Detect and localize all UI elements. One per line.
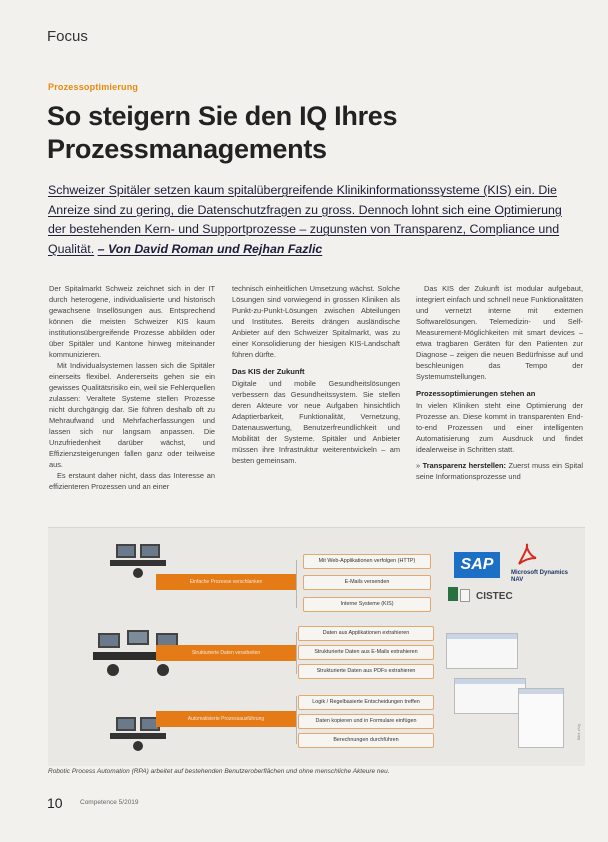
paragraph: Es erstaunt daher nicht, dass das Interesse an effizienteren Prozessen und an einer bbox=[49, 471, 215, 491]
bullet-paragraph: » Transparenz herstellen: Zuerst muss ein Spital seine Informationsprozesse und bbox=[416, 461, 583, 481]
bullet-text: Zuerst muss ein Spital seine Informationsprozesse und bbox=[416, 461, 583, 481]
task-box: E-Mails versenden bbox=[303, 575, 431, 590]
text-column-2 bbox=[232, 283, 400, 466]
article-headline: So steigern Sie den IQ Ihres Prozessmanagements bbox=[47, 101, 398, 164]
paragraph: technisch einheitlichen Umsetzung wächst. Solche Lösungen sind vorwiegend in grossen Kliniken als Punkt-zu-Punkt-Lösungen zwischen Abteilungen und Institutes. Bereits drängen ausländische Anbieter auf den Schweizer Spitalmarkt, was zu einer Konsolidierung der hiesigen KIS-Landschaft führen dürfte. bbox=[232, 284, 400, 359]
screenshot-thumbnail bbox=[446, 633, 518, 669]
task-box: Logik / Regelbasierte Entscheidungen treffen bbox=[298, 695, 434, 710]
sap-logo: SAP bbox=[454, 552, 500, 578]
screenshot-thumbnail bbox=[518, 688, 564, 748]
page-number: 10 bbox=[47, 795, 63, 811]
article-lead bbox=[48, 181, 583, 259]
task-box: Daten aus Applikationen extrahieren bbox=[298, 626, 434, 641]
text-column-3 bbox=[416, 283, 583, 482]
paragraph: Der Spitalmarkt Schweiz zeichnet sich in der IT durch heterogene, individualisierte und historisch gewachsene Insellösungen aus. Entsprechend können die meisten Schweizer KIS kaum institutionsübergreifende Prozesse abbilden oder über Spitäler und Kantone hinweg miteinander kommunizieren. bbox=[49, 284, 215, 359]
lead-text: Schweizer Spitäler setzen kaum spitalübergreifende Klinikinformationssysteme (KIS) ein. Die Anreize sind zu gering, die Datenschutzfragen zu gross. Dennoch lohnt sich eine Optimierung der bestehenden Kern- und Supportprozesse – zugunsten von Transparenz, Compliance und Qualität. bbox=[48, 183, 562, 256]
bullet-lead: Transparenz herstellen: bbox=[422, 461, 507, 470]
rpa-figure bbox=[48, 527, 585, 766]
process-bar-1: Einfache Prozesse verschlanken bbox=[156, 574, 296, 590]
task-box: Interne Systeme (KIS) bbox=[303, 597, 431, 612]
pdf-icon bbox=[516, 542, 538, 566]
document-icon bbox=[460, 589, 470, 602]
connector bbox=[296, 560, 297, 608]
subheading: Das KIS der Zukunft bbox=[232, 367, 305, 376]
task-box: Daten kopieren und in Formulare einfügen bbox=[298, 714, 434, 729]
process-bar-3: Automatisierte Prozessausführung bbox=[156, 711, 296, 727]
paragraph: Digitale und mobile Gesundheitslösungen verbessern das Gesundheitssystem. Sie stellen deren Akteure vor neue Aufgaben hinsichtlich Adaptierbarkeit, Funktionalität, Vernetzung, Datenauswertung, Benutzerfreundlichkeit und Mobilität der Systeme. Spitäler und Anbieter müssen ihre Infrastruktur weiterentwickeln – am besten gemeinsam. bbox=[232, 379, 400, 465]
paragraph: In vielen Kliniken steht eine Optimierung der Prozesse an. Diese kommt in transparenten End-to-end Prozessen und einer intelligenten Automatisierung zum Ausdruck und findet idealerweise in Schritten statt. bbox=[416, 401, 583, 454]
issue-label: Competence 5/2019 bbox=[80, 799, 139, 806]
task-box: Berechnungen durchführen bbox=[298, 733, 434, 748]
section-label: Focus bbox=[47, 28, 88, 45]
screenshot-thumbnail bbox=[454, 678, 526, 714]
connector bbox=[296, 696, 297, 744]
excel-icon bbox=[448, 587, 458, 601]
connector bbox=[296, 632, 297, 674]
paragraph: Mit Individualsystemen lassen sich die Spitäler einerseits flexibel. Andererseits gehen sie ein gewisses Qualitätsrisiko ein, weil sie Fehlerquellen zulassen: Veraltete Systeme stellen Prozesse nicht durchgängig dar. Sie führen deshalb oft zu Mehraufwand und Mehrfacherfassungen und lassen sich nur langsam anpassen. Die Unzufriedenheit darüber wächst, und Effizienzsteigerungen fallen ganz oder teilweise aus. bbox=[49, 361, 215, 469]
image-credit: Bild: zVg bbox=[576, 724, 581, 740]
cistec-logo: CISTEC bbox=[476, 591, 513, 602]
subheading: Prozessoptimierungen stehen an bbox=[416, 389, 536, 398]
microsoft-dynamics-logo: Microsoft Dynamics NAV bbox=[511, 570, 569, 583]
task-box: Strukturierte Daten aus PDFs extrahieren bbox=[298, 664, 434, 679]
lead-author: – Von David Roman und Rejhan Fazlic bbox=[97, 241, 323, 256]
article-kicker: Prozessoptimierung bbox=[48, 82, 139, 92]
text-column-1 bbox=[49, 283, 215, 492]
paragraph: Das KIS der Zukunft ist modular aufgebaut, integriert einfach und schnell neue Funktionalitäten und vernetzt interne mit externen Softwarelösungen. Telemedizin- und Self-Measurement-Möglichkeiten mit smart devices – etwa tragbaren Geräten für den Patienten zur Diagnose – zeigen die neuen Bedürfnisse auf und beschleunigen das Tempo der Systemumstellungen. bbox=[416, 284, 583, 381]
figure-caption: Robotic Process Automation (RPA) arbeitet auf bestehenden Benutzeroberflächen und ohne menschliche Akteure neu. bbox=[48, 768, 390, 775]
process-bar-2: Strukturierte Daten verarbeiten bbox=[156, 645, 296, 661]
task-box: Strukturierte Daten aus E-Mails extrahieren bbox=[298, 645, 434, 660]
task-box: Mit Web-Applikationen verfolgen (HTTP) bbox=[303, 554, 431, 569]
